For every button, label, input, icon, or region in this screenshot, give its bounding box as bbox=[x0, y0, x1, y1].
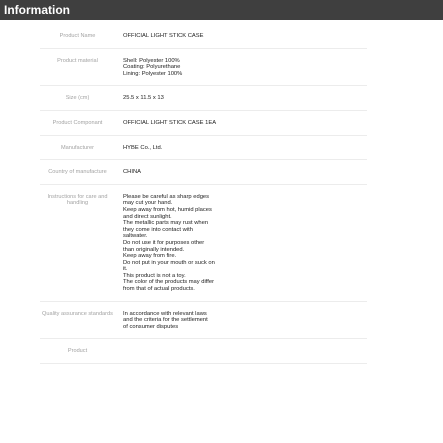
product-info-table bbox=[40, 24, 367, 364]
info-value bbox=[117, 169, 367, 176]
info-value-line: than originally intended. bbox=[123, 246, 185, 253]
info-value bbox=[117, 311, 367, 331]
info-row-instructions bbox=[40, 185, 367, 302]
info-value-line: Keep away from hot, humid places bbox=[123, 206, 212, 213]
info-value bbox=[117, 58, 367, 78]
info-row-quality-assurance bbox=[40, 302, 367, 340]
info-row-product-name bbox=[40, 24, 367, 49]
info-value-line: and direct sunlight. bbox=[123, 213, 172, 220]
info-label: Product Componant bbox=[52, 119, 103, 126]
info-value bbox=[117, 33, 367, 40]
info-value-line: Please be careful as sharp edges bbox=[123, 193, 210, 200]
info-value-line: of consumer disputes bbox=[123, 323, 179, 330]
info-value bbox=[117, 95, 367, 102]
info-value-line: The color of the products may differ bbox=[123, 279, 215, 286]
info-value-line: saltwater. bbox=[123, 233, 148, 240]
info-value-line: may cut your hand. bbox=[123, 200, 173, 207]
info-value-line: In accordance with relevant laws bbox=[123, 310, 207, 317]
info-value bbox=[117, 120, 367, 127]
info-value-line: from that of actual products. bbox=[123, 286, 195, 293]
info-value-line: Keep away from fire. bbox=[123, 253, 177, 260]
info-value-line: OFFICIAL LIGHT STICK CASE 1EA bbox=[123, 119, 217, 126]
info-row-product-componant bbox=[40, 111, 367, 136]
section-title: Information bbox=[4, 3, 70, 17]
info-value-line: Do not put in your mouth or suck on bbox=[123, 259, 215, 266]
info-row-country-of-manufacture bbox=[40, 160, 367, 185]
info-label: Product bbox=[67, 348, 88, 355]
info-label: Product material bbox=[57, 57, 98, 64]
info-row-manufacturer bbox=[40, 136, 367, 161]
info-value bbox=[117, 145, 367, 152]
info-row-size bbox=[40, 86, 367, 111]
info-label: Quality assurance standards bbox=[42, 310, 113, 317]
info-value-line: HYBE Co., Ltd. bbox=[123, 144, 163, 151]
info-value-line: it. bbox=[123, 266, 128, 273]
info-value bbox=[117, 348, 367, 355]
info-label: Size (cm) bbox=[65, 95, 90, 102]
info-value-line: CHINA bbox=[123, 169, 142, 176]
info-value-line: OFFICIAL LIGHT STICK CASE bbox=[123, 33, 204, 39]
info-value-line: Lining: Polyester 100% bbox=[123, 70, 183, 77]
info-value-line: This product is not a toy. bbox=[123, 272, 186, 279]
info-value-line: The metallic parts may rust when bbox=[123, 220, 209, 227]
info-value-line: and the criteria for the settlement bbox=[123, 317, 208, 324]
info-value-line: Coating: Polyurethane bbox=[123, 64, 181, 71]
info-row-product bbox=[40, 339, 367, 364]
info-label: Product Name bbox=[59, 33, 96, 39]
info-value-line: they come into contact with bbox=[123, 226, 193, 233]
info-label: Instructions for care and handling bbox=[47, 193, 108, 207]
info-label: Country of manufacture bbox=[48, 169, 107, 176]
info-value bbox=[117, 194, 367, 293]
info-row-product-material bbox=[40, 49, 367, 87]
section-header bbox=[0, 0, 443, 20]
info-label: Manufacturer bbox=[61, 144, 94, 151]
info-value-line: 25.5 x 11.5 x 13 bbox=[123, 95, 164, 102]
info-value-line: Shell: Polyester 100% bbox=[123, 57, 180, 64]
info-value-line: Do not use it for purposes other bbox=[123, 239, 205, 246]
